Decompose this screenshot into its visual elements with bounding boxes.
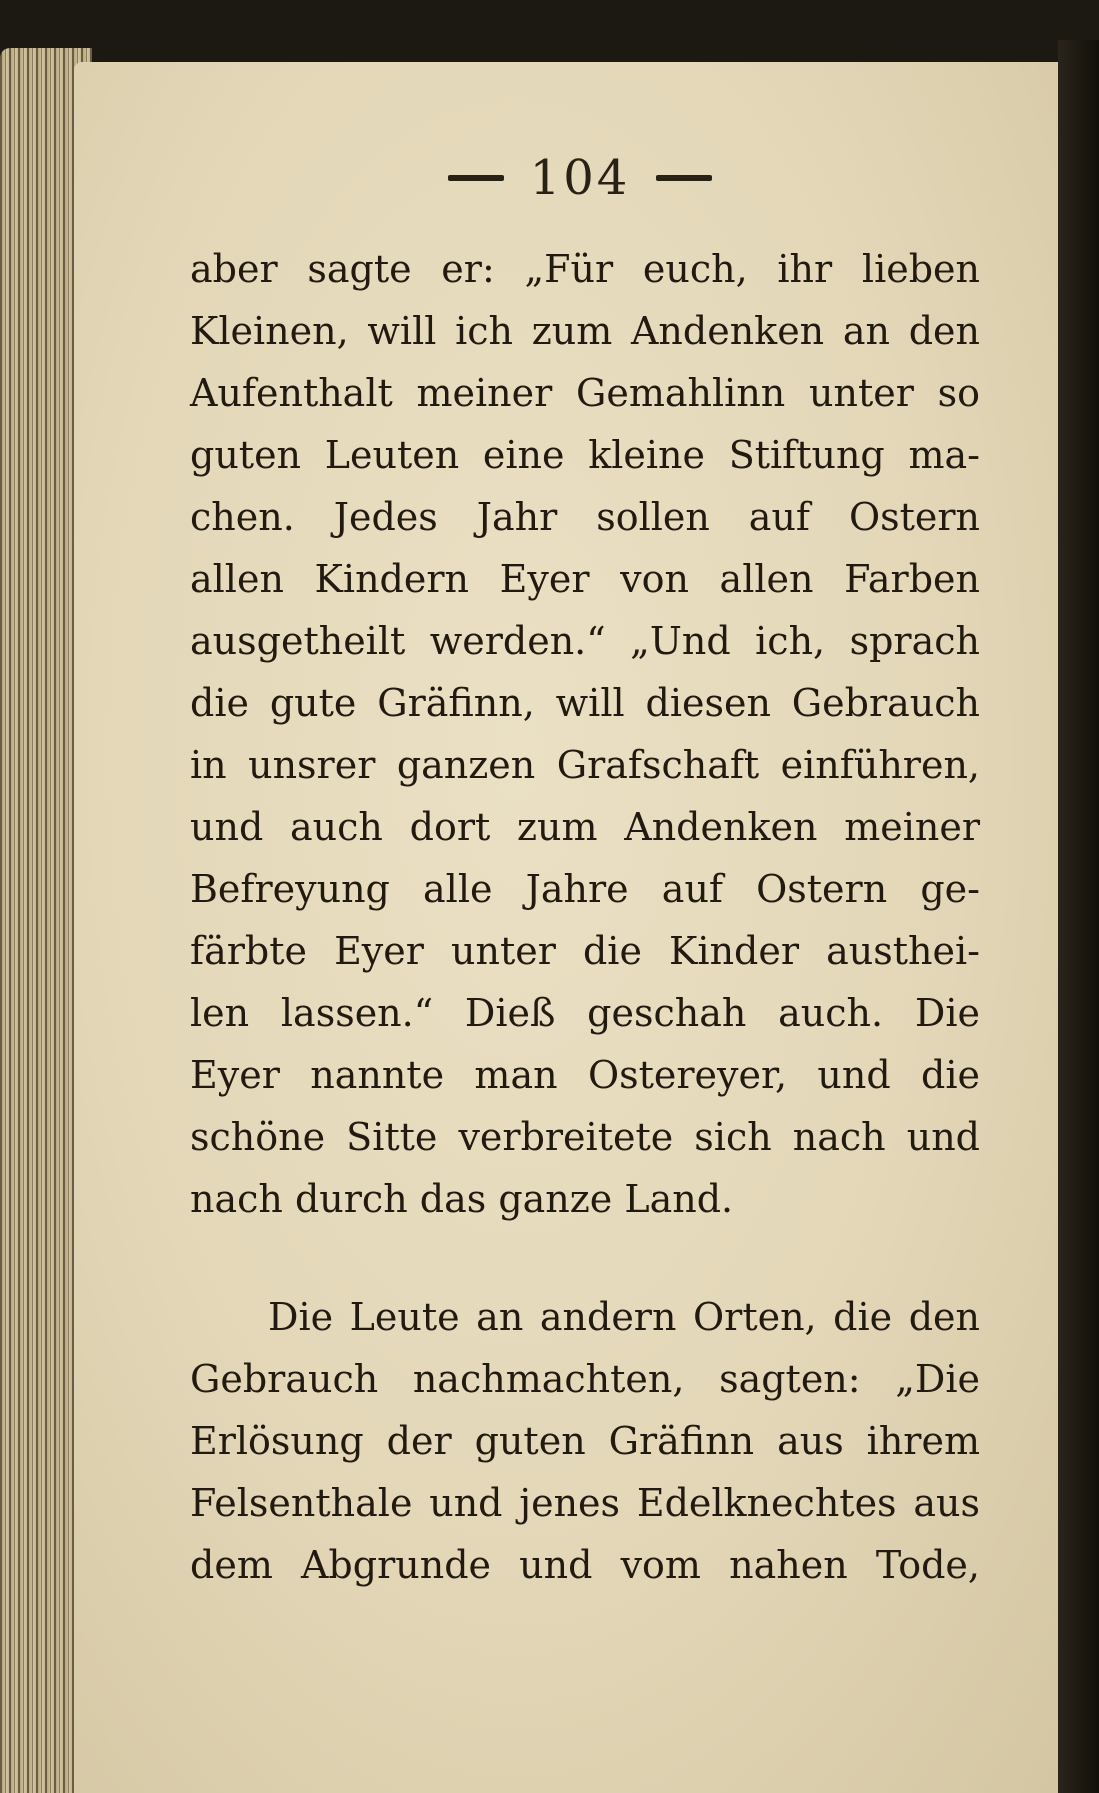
text-line: guten Leuten eine kleine Stiftung ma- xyxy=(190,433,980,477)
text-line: Aufenthalt meiner Gemahlinn unter so xyxy=(190,371,980,415)
text-line: Die Leute an andern Orten, die den xyxy=(268,1295,980,1339)
text-line: ausgetheilt werden.“ „Und ich, sprach xyxy=(190,619,980,663)
text-line: Gebrauch nachmachten, sagten: „Die xyxy=(190,1357,980,1401)
text-line: Kleinen, will ich zum Andenken an den xyxy=(190,309,980,353)
text-line: allen Kindern Eyer von allen Farben xyxy=(190,557,980,601)
text-line: len lassen.“ Dieß geschah auch. Die xyxy=(190,991,980,1035)
page-header xyxy=(420,148,740,208)
paragraph-2 xyxy=(190,1286,980,1596)
binding-shadow xyxy=(1058,40,1099,1793)
text-line: Befreyung alle Jahre auf Ostern ge- xyxy=(190,867,980,911)
text-line: dem Abgrunde und vom nahen Tode, xyxy=(190,1543,980,1587)
text-line: und auch dort zum Andenken meiner xyxy=(190,805,980,849)
text-line: die gute Gräfinn, will diesen Gebrauch xyxy=(190,681,980,725)
page-number: 104 xyxy=(529,150,631,206)
text-line: chen. Jedes Jahr sollen auf Ostern xyxy=(190,495,980,539)
text-line: Erlösung der guten Gräfinn aus ihrem xyxy=(190,1419,980,1463)
text-line-last: nach durch das ganze Land. xyxy=(190,1177,734,1221)
text-line: Felsenthale und jenes Edelknechtes aus xyxy=(190,1481,980,1525)
paragraph-1 xyxy=(190,238,980,1230)
text-line: in unsrer ganzen Grafschaft einführen, xyxy=(190,743,980,787)
header-dash-right xyxy=(656,175,712,181)
text-line: färbte Eyer unter die Kinder austhei- xyxy=(190,929,980,973)
header-dash-left xyxy=(448,175,504,181)
text-line: Eyer nannte man Ostereyer, und die xyxy=(190,1053,980,1097)
text-line: schöne Sitte verbreitete sich nach und xyxy=(190,1115,980,1159)
text-line: aber sagte er: „Für euch, ihr lieben xyxy=(190,247,980,291)
